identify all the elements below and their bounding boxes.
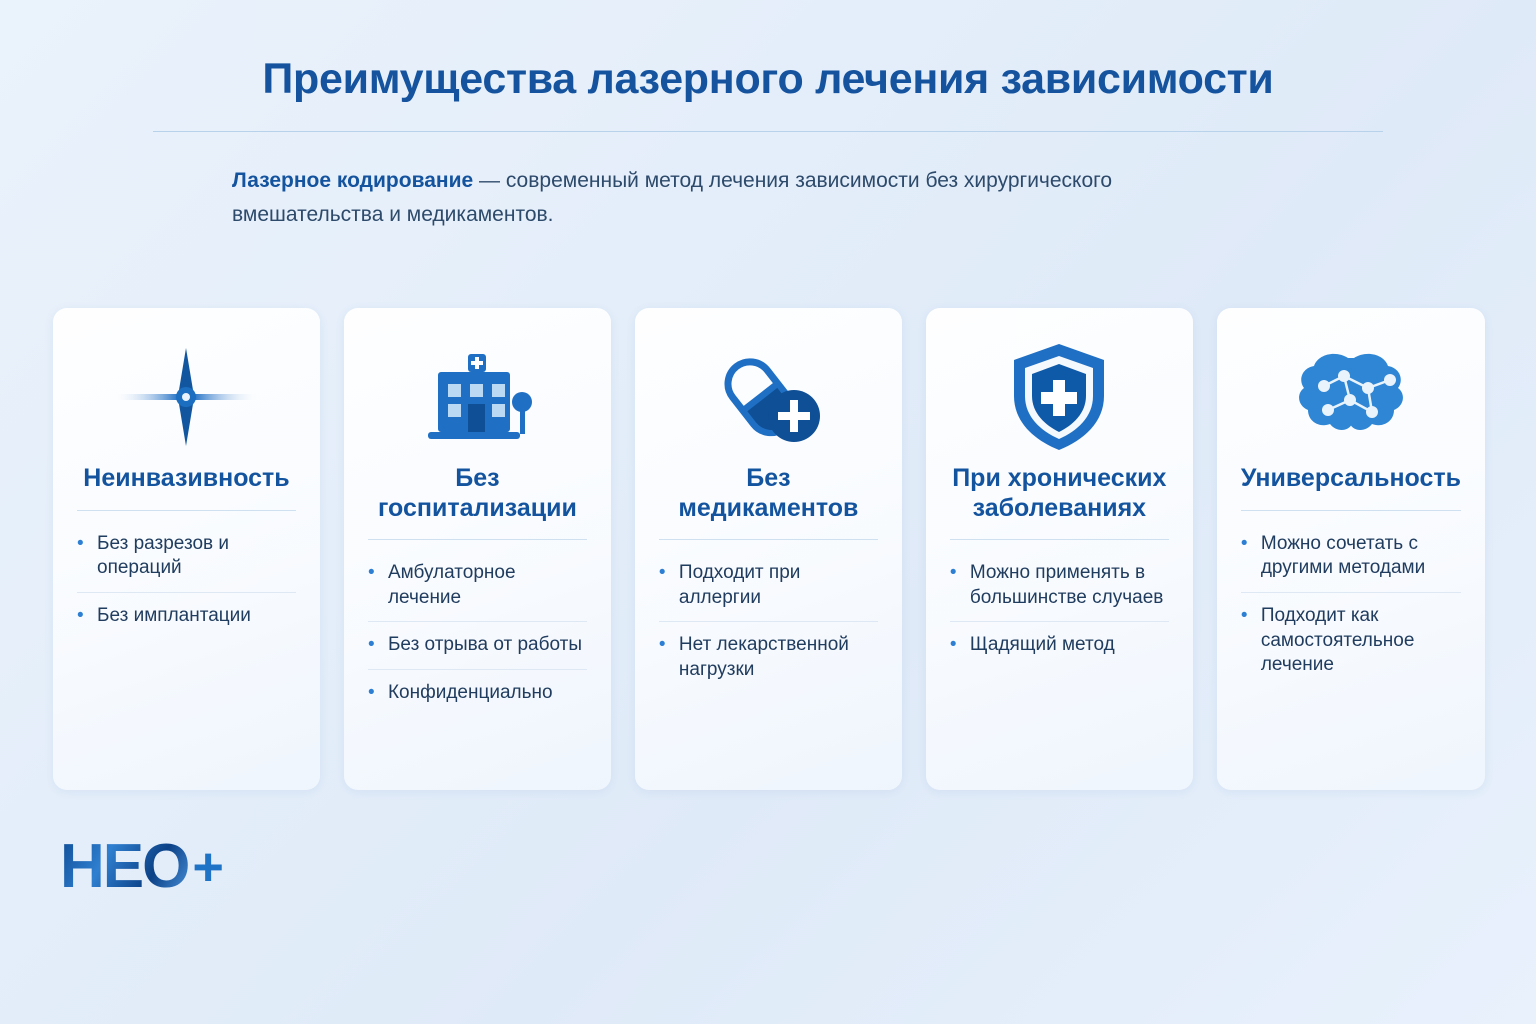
brain-network-icon [1241,338,1461,456]
page-title: Преимущества лазерного лечения зависимости [262,55,1274,103]
brand-logo [60,832,224,901]
card-title: При хронических заболеваниях [952,464,1167,522]
laser-burst-icon [77,338,296,456]
list-item: • Амбулаторное лечение [368,550,587,622]
intro-rest: — современный метод лечения зависимости без хирургического вмешательства и медикаментов. [232,169,1113,227]
list-item: • Без отрыва от работы [368,622,587,670]
pills-cross-icon [659,338,878,456]
title-divider [153,131,1383,132]
card-title-divider [1241,510,1461,511]
card-title-divider [77,510,296,511]
list-item: • Нет лекарственной нагрузки [659,622,878,693]
intro-paragraph [232,164,1212,232]
list-item: • Без имплантации [77,593,296,640]
benefit-card-chronic-conditions[interactable] [926,308,1193,790]
header [0,0,1536,132]
list-item: • Можно применять в большинстве случаев [950,550,1169,622]
benefit-card-noninvasive[interactable] [53,308,320,790]
benefit-list [1241,521,1461,689]
benefit-card-universality[interactable] [1217,308,1485,790]
list-item: • Без разрезов и операций [77,521,296,593]
card-title-divider [659,539,878,540]
shield-cross-icon [950,338,1169,456]
benefit-list [659,550,878,694]
card-title-divider [368,539,587,540]
list-item: • Подходит при аллергии [659,550,878,622]
logo-plus-icon: + [192,837,224,897]
list-item: • Конфиденциально [368,670,587,717]
benefit-card-no-medication[interactable] [635,308,902,790]
benefit-cards [53,308,1485,790]
card-title: Без госпитализации [377,464,577,522]
benefit-list [77,521,296,640]
benefit-card-no-hospitalization[interactable] [344,308,611,790]
benefit-list [950,550,1169,669]
logo-text: HEO [60,832,189,901]
card-title: Неинвазивность [83,464,290,492]
benefit-list [368,550,587,717]
hospital-building-icon [368,338,587,456]
intro-lead: Лазерное кодирование [232,169,474,193]
card-title-divider [950,539,1169,540]
card-title: Без медикаментов [678,464,859,522]
list-item: • Щадящий метод [950,622,1169,669]
list-item: • Подходит как самостоятельное лечение [1241,593,1461,689]
card-title: Универсальность [1240,464,1462,492]
list-item: • Можно сочетать с другими методами [1241,521,1461,593]
